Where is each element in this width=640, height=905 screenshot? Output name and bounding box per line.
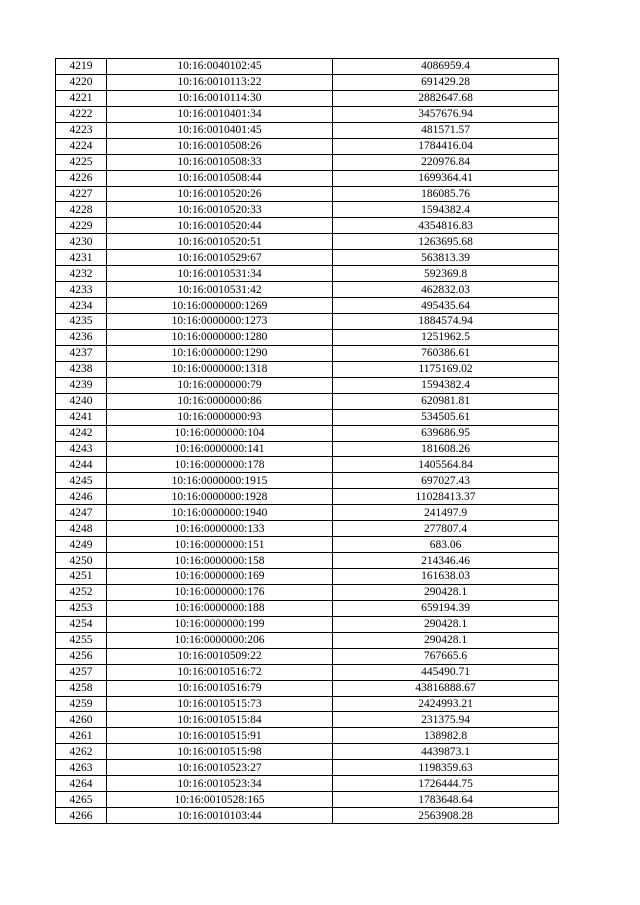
row-number-cell: 4251 [56,569,107,585]
cadastral-number-cell: 10:16:0010520:44 [107,218,333,234]
cadastral-number-cell: 10:16:0010523:34 [107,776,333,792]
cadastral-number-cell: 10:16:0010515:98 [107,744,333,760]
row-number-cell: 4220 [56,74,107,90]
table-row [56,74,559,90]
amount-cell: 241497.9 [333,505,559,521]
cadastral-number-cell: 10:16:0010401:45 [107,122,333,138]
row-number-cell: 4247 [56,505,107,521]
amount-cell: 290428.1 [333,584,559,600]
table-row [56,122,559,138]
cadastral-number-cell: 10:16:0010531:34 [107,266,333,282]
amount-cell: 1784416.04 [333,138,559,154]
row-number-cell: 4257 [56,664,107,680]
amount-cell: 11028413.37 [333,489,559,505]
table-row [56,361,559,377]
table-row [56,489,559,505]
table-row [56,680,559,696]
table-row [56,553,559,569]
amount-cell: 1198359.63 [333,760,559,776]
amount-cell: 231375.94 [333,712,559,728]
row-number-cell: 4221 [56,90,107,106]
cadastral-number-cell: 10:16:0010520:33 [107,202,333,218]
table-row [56,282,559,298]
cadastral-number-cell: 10:16:0010515:91 [107,728,333,744]
table-row [56,696,559,712]
cadastral-number-cell: 10:16:0010515:84 [107,712,333,728]
amount-cell: 4086959.4 [333,59,559,75]
cadastral-number-cell: 10:16:0000000:141 [107,441,333,457]
table-row [56,616,559,632]
cadastral-number-cell: 10:16:0010103:44 [107,808,333,824]
table-row [56,266,559,282]
row-number-cell: 4229 [56,218,107,234]
amount-cell: 2424993.21 [333,696,559,712]
table-row [56,250,559,266]
cadastral-number-cell: 10:16:0000000:79 [107,377,333,393]
cadastral-number-cell: 10:16:0000000:1940 [107,505,333,521]
row-number-cell: 4253 [56,600,107,616]
amount-cell: 1699364.41 [333,170,559,186]
table-row [56,170,559,186]
cadastral-number-cell: 10:16:0010520:26 [107,186,333,202]
row-number-cell: 4219 [56,59,107,75]
amount-cell: 161638.03 [333,569,559,585]
table-row [56,441,559,457]
row-number-cell: 4222 [56,106,107,122]
table-row [56,505,559,521]
cadastral-number-cell: 10:16:0010516:79 [107,680,333,696]
table-row [56,202,559,218]
table-row [56,425,559,441]
amount-cell: 3457676.94 [333,106,559,122]
cadastral-number-cell: 10:16:0000000:1273 [107,314,333,330]
row-number-cell: 4246 [56,489,107,505]
row-number-cell: 4223 [56,122,107,138]
amount-cell: 592369.8 [333,266,559,282]
row-number-cell: 4234 [56,298,107,314]
row-number-cell: 4225 [56,154,107,170]
amount-cell: 181608.26 [333,441,559,457]
amount-cell: 290428.1 [333,632,559,648]
row-number-cell: 4254 [56,616,107,632]
row-number-cell: 4243 [56,441,107,457]
cadastral-number-cell: 10:16:0010528:165 [107,792,333,808]
amount-cell: 4439873.1 [333,744,559,760]
amount-cell: 691429.28 [333,74,559,90]
cadastral-number-cell: 10:16:0000000:178 [107,457,333,473]
amount-cell: 1884574.94 [333,314,559,330]
row-number-cell: 4227 [56,186,107,202]
table-row [56,218,559,234]
row-number-cell: 4262 [56,744,107,760]
cadastral-number-cell: 10:16:0000000:1280 [107,329,333,345]
amount-cell: 2563908.28 [333,808,559,824]
cadastral-number-cell: 10:16:0010114:30 [107,90,333,106]
amount-cell: 760386.61 [333,345,559,361]
cadastral-number-cell: 10:16:0000000:199 [107,616,333,632]
cadastral-number-cell: 10:16:0010113:22 [107,74,333,90]
row-number-cell: 4230 [56,234,107,250]
cadastral-number-cell: 10:16:0010520:51 [107,234,333,250]
amount-cell: 563813.39 [333,250,559,266]
cadastral-number-cell: 10:16:0010508:33 [107,154,333,170]
cadastral-number-cell: 10:16:0010515:73 [107,696,333,712]
row-number-cell: 4265 [56,792,107,808]
cadastral-number-cell: 10:16:0000000:206 [107,632,333,648]
row-number-cell: 4238 [56,361,107,377]
row-number-cell: 4245 [56,473,107,489]
cadastral-number-cell: 10:16:0000000:188 [107,600,333,616]
row-number-cell: 4263 [56,760,107,776]
amount-cell: 1405564.84 [333,457,559,473]
amount-cell: 1594382.4 [333,202,559,218]
amount-cell: 1263695.68 [333,234,559,250]
row-number-cell: 4236 [56,329,107,345]
table-row [56,664,559,680]
amount-cell: 290428.1 [333,616,559,632]
amount-cell: 1251962.5 [333,329,559,345]
row-number-cell: 4235 [56,314,107,330]
cadastral-number-cell: 10:16:0000000:1915 [107,473,333,489]
amount-cell: 1726444.75 [333,776,559,792]
row-number-cell: 4258 [56,680,107,696]
cadastral-number-cell: 10:16:0010509:22 [107,648,333,664]
row-number-cell: 4260 [56,712,107,728]
amount-cell: 138982.8 [333,728,559,744]
amount-cell: 214346.46 [333,553,559,569]
cadastral-number-cell: 10:16:0000000:1269 [107,298,333,314]
table-row [56,760,559,776]
amount-cell: 4354816.83 [333,218,559,234]
amount-cell: 534505.61 [333,409,559,425]
cadastral-number-cell: 10:16:0010508:44 [107,170,333,186]
table-row [56,90,559,106]
data-table [55,58,559,824]
table-row [56,648,559,664]
row-number-cell: 4240 [56,393,107,409]
table-row [56,776,559,792]
amount-cell: 445490.71 [333,664,559,680]
table-row [56,584,559,600]
cadastral-number-cell: 10:16:0010531:42 [107,282,333,298]
table-row [56,792,559,808]
row-number-cell: 4224 [56,138,107,154]
table-row [56,537,559,553]
amount-cell: 659194.39 [333,600,559,616]
row-number-cell: 4248 [56,521,107,537]
row-number-cell: 4241 [56,409,107,425]
table-row [56,298,559,314]
amount-cell: 767665.6 [333,648,559,664]
document-page [55,58,559,824]
cadastral-number-cell: 10:16:0040102:45 [107,59,333,75]
table-row [56,728,559,744]
table-row [56,345,559,361]
row-number-cell: 4226 [56,170,107,186]
amount-cell: 2882647.68 [333,90,559,106]
amount-cell: 186085.76 [333,186,559,202]
table-row [56,138,559,154]
amount-cell: 1175169.02 [333,361,559,377]
table-row [56,569,559,585]
cadastral-number-cell: 10:16:0000000:104 [107,425,333,441]
row-number-cell: 4232 [56,266,107,282]
amount-cell: 639686.95 [333,425,559,441]
amount-cell: 43816888.67 [333,680,559,696]
row-number-cell: 4239 [56,377,107,393]
cadastral-number-cell: 10:16:0010401:34 [107,106,333,122]
amount-cell: 1783648.64 [333,792,559,808]
row-number-cell: 4266 [56,808,107,824]
table-row [56,377,559,393]
row-number-cell: 4233 [56,282,107,298]
cadastral-number-cell: 10:16:0000000:1290 [107,345,333,361]
table-row [56,744,559,760]
table-row [56,329,559,345]
row-number-cell: 4249 [56,537,107,553]
table-row [56,409,559,425]
cadastral-number-cell: 10:16:0000000:169 [107,569,333,585]
amount-cell: 495435.64 [333,298,559,314]
table-row [56,457,559,473]
table-row [56,234,559,250]
row-number-cell: 4255 [56,632,107,648]
row-number-cell: 4261 [56,728,107,744]
row-number-cell: 4228 [56,202,107,218]
amount-cell: 620981.81 [333,393,559,409]
amount-cell: 481571.57 [333,122,559,138]
row-number-cell: 4242 [56,425,107,441]
row-number-cell: 4264 [56,776,107,792]
table-row [56,808,559,824]
table-body [56,59,559,824]
table-row [56,473,559,489]
row-number-cell: 4244 [56,457,107,473]
amount-cell: 220976.84 [333,154,559,170]
cadastral-number-cell: 10:16:0000000:151 [107,537,333,553]
cadastral-number-cell: 10:16:0000000:176 [107,584,333,600]
table-row [56,393,559,409]
cadastral-number-cell: 10:16:0000000:93 [107,409,333,425]
row-number-cell: 4250 [56,553,107,569]
amount-cell: 462832.03 [333,282,559,298]
amount-cell: 697027.43 [333,473,559,489]
row-number-cell: 4256 [56,648,107,664]
cadastral-number-cell: 10:16:0010516:72 [107,664,333,680]
table-row [56,154,559,170]
amount-cell: 277807.4 [333,521,559,537]
row-number-cell: 4231 [56,250,107,266]
table-row [56,314,559,330]
cadastral-number-cell: 10:16:0000000:1928 [107,489,333,505]
cadastral-number-cell: 10:16:0000000:1318 [107,361,333,377]
cadastral-number-cell: 10:16:0000000:86 [107,393,333,409]
cadastral-number-cell: 10:16:0000000:133 [107,521,333,537]
cadastral-number-cell: 10:16:0000000:158 [107,553,333,569]
table-row [56,59,559,75]
row-number-cell: 4237 [56,345,107,361]
row-number-cell: 4252 [56,584,107,600]
amount-cell: 1594382.4 [333,377,559,393]
cadastral-number-cell: 10:16:0010529:67 [107,250,333,266]
row-number-cell: 4259 [56,696,107,712]
table-row [56,186,559,202]
table-row [56,632,559,648]
table-row [56,600,559,616]
amount-cell: 683.06 [333,537,559,553]
cadastral-number-cell: 10:16:0010508:26 [107,138,333,154]
cadastral-number-cell: 10:16:0010523:27 [107,760,333,776]
table-row [56,521,559,537]
table-row [56,712,559,728]
table-row [56,106,559,122]
